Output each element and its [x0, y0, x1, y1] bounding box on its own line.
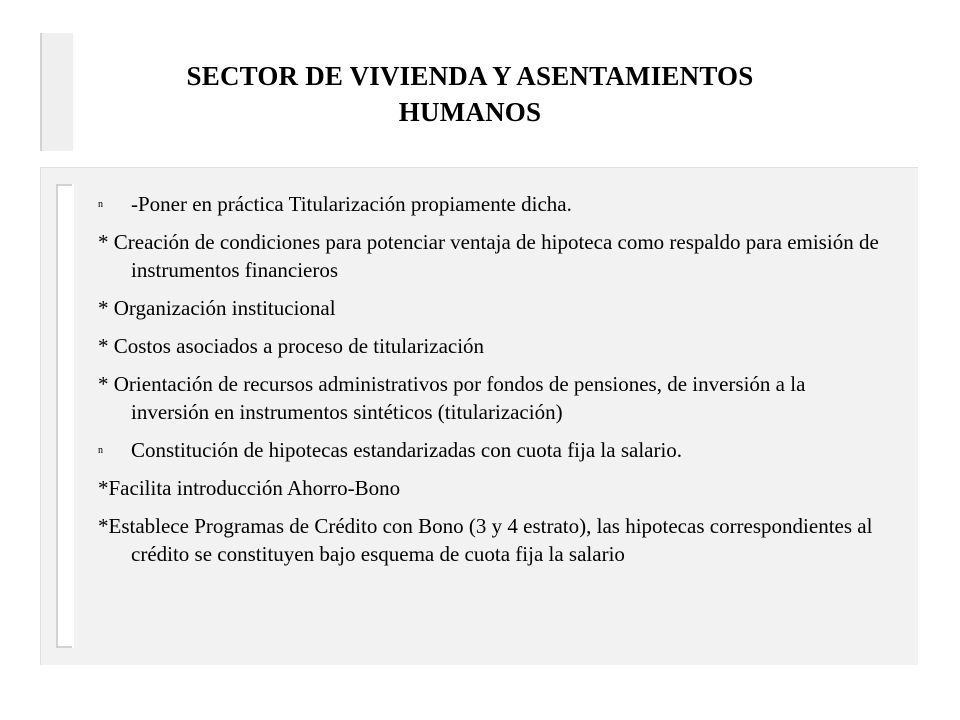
list-item-text: *Facilita introducción Ahorro-Bono — [98, 476, 401, 500]
bullet-list — [98, 190, 888, 578]
list-item-text: * Costos asociados a proceso de titularización — [98, 334, 485, 358]
slide-title-line-1: SECTOR DE VIVIENDA Y ASENTAMIENTOS — [186, 61, 754, 91]
list-item — [98, 332, 888, 360]
list-item-text: * Organización institucional — [98, 296, 336, 320]
list-item-text: * Orientación de recursos administrativos por fondos de pensiones, de inversión a la inversión en instrumentos sintéticos (titularización) — [98, 372, 806, 424]
content-accent-bar — [56, 184, 74, 648]
list-item — [98, 190, 888, 218]
list-item-text: * Creación de condiciones para potenciar ventaja de hipoteca como respaldo para emisión de instrumentos financieros — [98, 230, 879, 282]
list-item-text: Constitución de hipotecas estandarizadas con cuota fija la salario. — [131, 438, 683, 462]
slide-title — [100, 58, 840, 130]
list-item — [98, 294, 888, 322]
square-bullet-icon: n — [98, 199, 103, 210]
list-item — [98, 512, 888, 568]
list-item — [98, 228, 888, 284]
list-item-text: *Establece Programas de Crédito con Bono (3 y 4 estrato), las hipotecas correspondientes al crédito se constituyen bajo esquema de cuota fija la salario — [98, 514, 873, 566]
list-item — [98, 474, 888, 502]
list-item — [98, 436, 888, 464]
list-item — [98, 370, 888, 426]
square-bullet-icon: n — [98, 445, 103, 456]
list-item-text: -Poner en práctica Titularización propiamente dicha. — [131, 192, 572, 216]
slide-title-line-2: HUMANOS — [398, 97, 542, 127]
title-accent-bar — [40, 33, 73, 151]
